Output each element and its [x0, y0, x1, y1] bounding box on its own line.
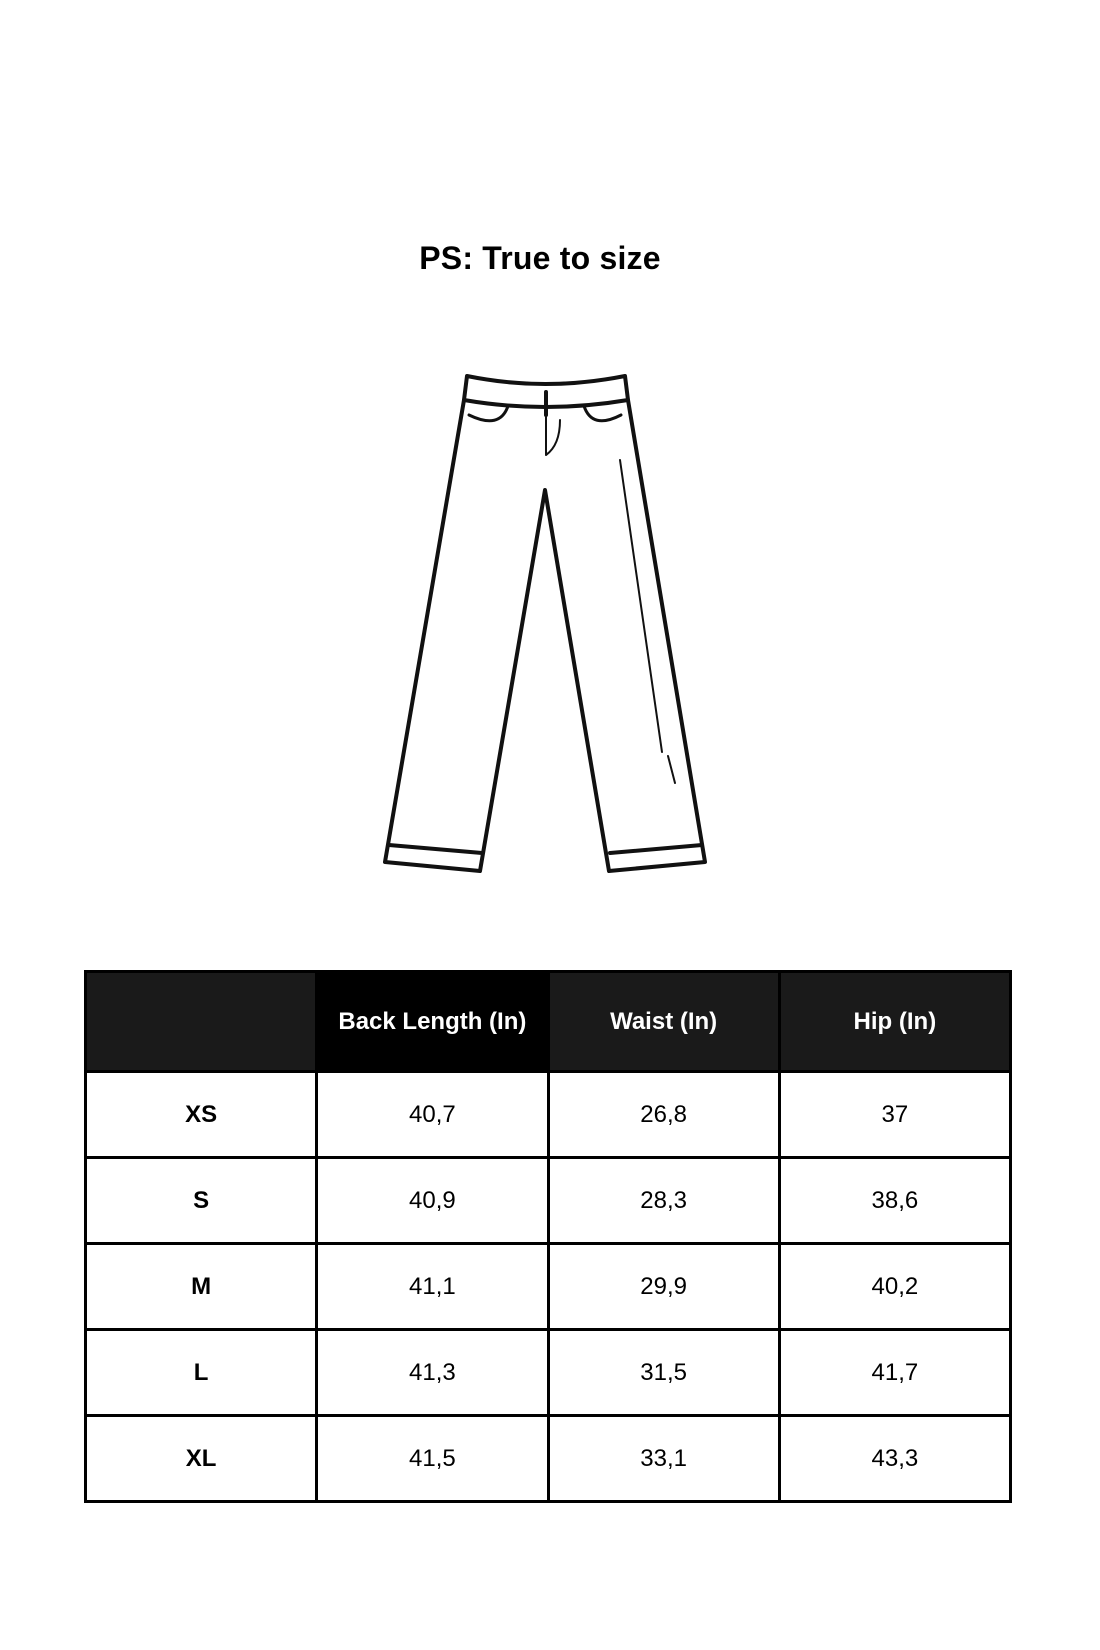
- size-chart-table: [84, 970, 1012, 1503]
- table-row: [86, 1158, 1011, 1244]
- waist-value: 33,1: [548, 1416, 779, 1502]
- table-header-back-length: Back Length (In): [317, 972, 548, 1072]
- table-header-waist: Waist (In): [548, 972, 779, 1072]
- back-length-value: 40,7: [317, 1072, 548, 1158]
- size-label: S: [86, 1158, 317, 1244]
- table-header-size: [86, 972, 317, 1072]
- back-length-value: 41,3: [317, 1330, 548, 1416]
- table-row: [86, 1072, 1011, 1158]
- page-title: PS: True to size: [419, 240, 661, 276]
- table-row: [86, 1244, 1011, 1330]
- hip-value: 37: [779, 1072, 1010, 1158]
- table-row: [86, 1416, 1011, 1502]
- size-label: M: [86, 1244, 317, 1330]
- table-header-row: [86, 972, 1011, 1072]
- hip-value: 43,3: [779, 1416, 1010, 1502]
- waist-value: 26,8: [548, 1072, 779, 1158]
- back-length-value: 40,9: [317, 1158, 548, 1244]
- size-label: L: [86, 1330, 317, 1416]
- hip-value: 40,2: [779, 1244, 1010, 1330]
- waist-value: 28,3: [548, 1158, 779, 1244]
- back-length-value: 41,5: [317, 1416, 548, 1502]
- hip-value: 38,6: [779, 1158, 1010, 1244]
- waist-value: 29,9: [548, 1244, 779, 1330]
- table-row: [86, 1330, 1011, 1416]
- size-label: XL: [86, 1416, 317, 1502]
- back-length-value: 41,1: [317, 1244, 548, 1330]
- table-header-hip: Hip (In): [779, 972, 1010, 1072]
- waist-value: 31,5: [548, 1330, 779, 1416]
- hip-value: 41,7: [779, 1330, 1010, 1416]
- size-label: XS: [86, 1072, 317, 1158]
